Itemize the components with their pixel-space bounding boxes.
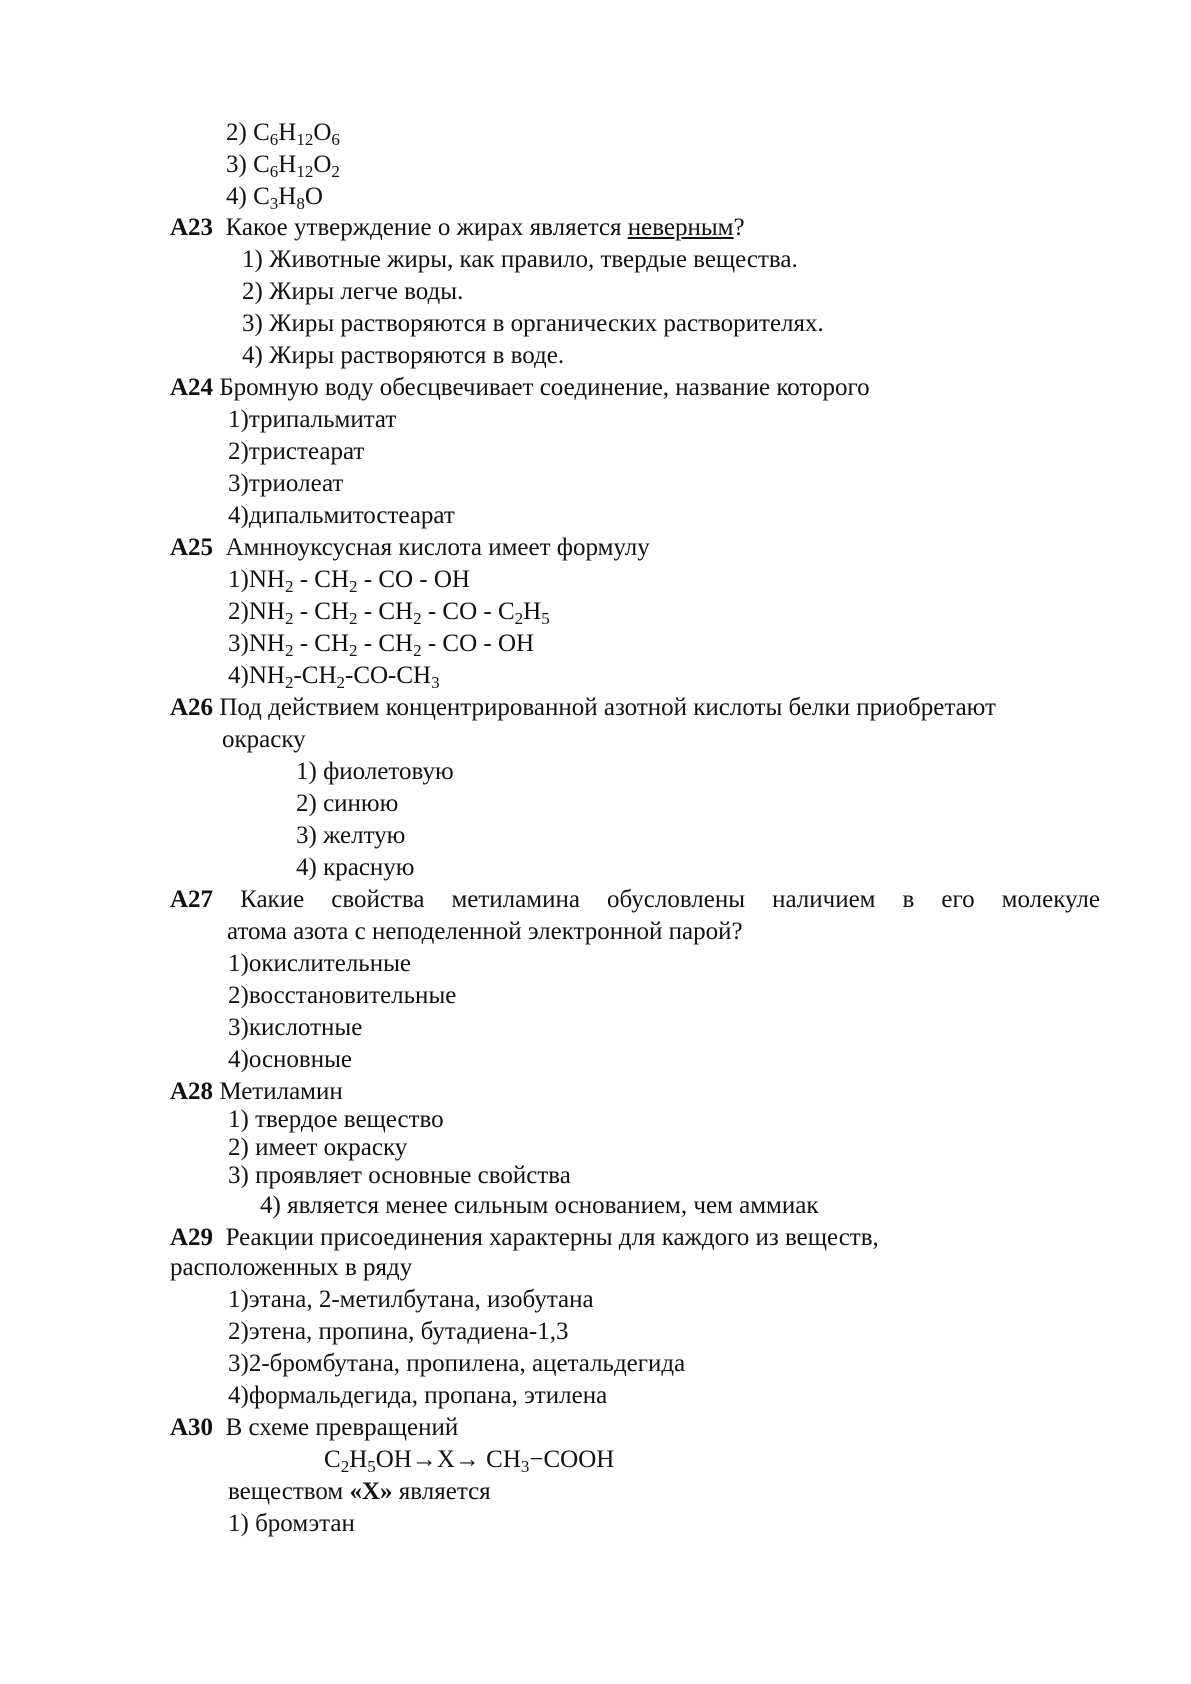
underlined-word: неверным — [627, 214, 734, 241]
option-a23-2: 2) Жиры легче воды. — [242, 278, 464, 305]
option-a27-3: 3)кислотные — [228, 1014, 363, 1041]
question-a24: A24 Бромную воду обесцвечивает соединение, название которого — [170, 374, 870, 401]
option-a24-3: 3)триолеат — [228, 470, 344, 497]
option-a26-3: 3) желтую — [296, 822, 406, 849]
transformation-scheme: $C_2H_5OH\to X\to$ $CH_3-COOH$ — [324, 1446, 615, 1476]
option-a25-1: $1)NH_2 - CH_2$ - CO - OH — [228, 566, 470, 596]
option-a29-3: 3)2-бромбутана, пропилена, ацетальдегида — [228, 1350, 686, 1377]
question-a26: A26 Под действием концентрированной азотной кислоты белки приобретают — [170, 694, 996, 721]
question-a28: A28 Метиламин — [170, 1078, 343, 1105]
question-a27: A27 Какие свойства метиламина обусловлены наличием в его молекуле — [170, 886, 1100, 913]
option-a23-3: 3) Жиры растворяются в органических растворителях. — [242, 310, 824, 337]
option-a23-4: 4) Жиры растворяются в воде. — [242, 342, 565, 369]
option-a28-1: 1) твердое вещество — [228, 1106, 444, 1133]
option-a25-3: $3)NH_2 - CH_2 - CH_2$ - CO - OH — [228, 630, 535, 660]
substance-x-label: «X» — [349, 1478, 393, 1505]
question-a27-continuation: атома азота с неподеленной электронной парой? — [227, 918, 743, 945]
option-a25-4: $4)NH_2-CH_2-CO-CH_3$ — [228, 662, 440, 692]
question-a30-continuation: веществом «X» является — [228, 1478, 491, 1505]
question-number: A30 — [170, 1414, 214, 1441]
option-a26-1: 1) фиолетовую — [296, 758, 454, 785]
question-number: A29 — [170, 1224, 214, 1251]
option-a27-4: 4)основные — [228, 1046, 352, 1073]
question-number: A24 — [170, 374, 214, 401]
question-a29: A29 Реакции присоединения характерны для каждого из веществ, — [170, 1224, 879, 1251]
question-number: A23 — [170, 214, 214, 241]
question-a26-continuation: окраску — [222, 726, 306, 753]
question-a29-continuation: расположенных в ряду — [170, 1254, 413, 1281]
option-a29-1: 1)этана, 2-метилбутана, изобутана — [228, 1286, 594, 1313]
option-a26-2: 2) синюю — [296, 790, 399, 817]
option-a27-2: 2)восстановительные — [228, 982, 457, 1009]
question-a25: A25 Амнноуксусная кислота имеет формулу — [170, 534, 650, 561]
option-a26-4: 4) красную — [296, 854, 415, 881]
question-a30: A30 В схеме превращений — [170, 1414, 459, 1441]
option-a24-2: 2)тристеарат — [228, 438, 365, 465]
option-a22-4: 4) $C_3H_8O$ — [226, 183, 323, 213]
question-number: A27 — [170, 886, 214, 913]
option-a25-2: $2)NH_2 - CH_2 - CH_2$ - CO - $C_2H_5$ — [228, 598, 550, 628]
question-a23: A23 Какое утверждение о жирах является неверным? — [170, 214, 745, 241]
option-a29-2: 2)этена, пропина, бутадиена-1,3 — [228, 1318, 569, 1345]
option-a24-4: 4)дипальмитостеарат — [228, 502, 455, 529]
option-a23-1: 1) Животные жиры, как правило, твердые вещества. — [242, 246, 798, 273]
option-a28-2: 2) имеет окраску — [228, 1134, 408, 1161]
option-a30-1: 1) бромэтан — [228, 1510, 355, 1537]
option-a22-2: 2) $C_6H_{12}O_6$ — [226, 119, 340, 149]
option-a27-1: 1)окислительные — [228, 950, 411, 977]
option-a24-1: 1)трипальмитат — [228, 406, 397, 433]
option-a22-3: 3) $C_6H_{12}O_2$ — [226, 151, 340, 181]
question-number: A26 — [170, 694, 214, 721]
option-a28-3: 3) проявляет основные свойства — [228, 1162, 571, 1189]
option-a29-4: 4)формальдегида, пропана, этилена — [228, 1382, 608, 1409]
question-number: A28 — [170, 1078, 214, 1105]
option-a28-4: 4) является менее сильным основанием, чем аммиак — [260, 1192, 819, 1219]
question-number: A25 — [170, 534, 214, 561]
